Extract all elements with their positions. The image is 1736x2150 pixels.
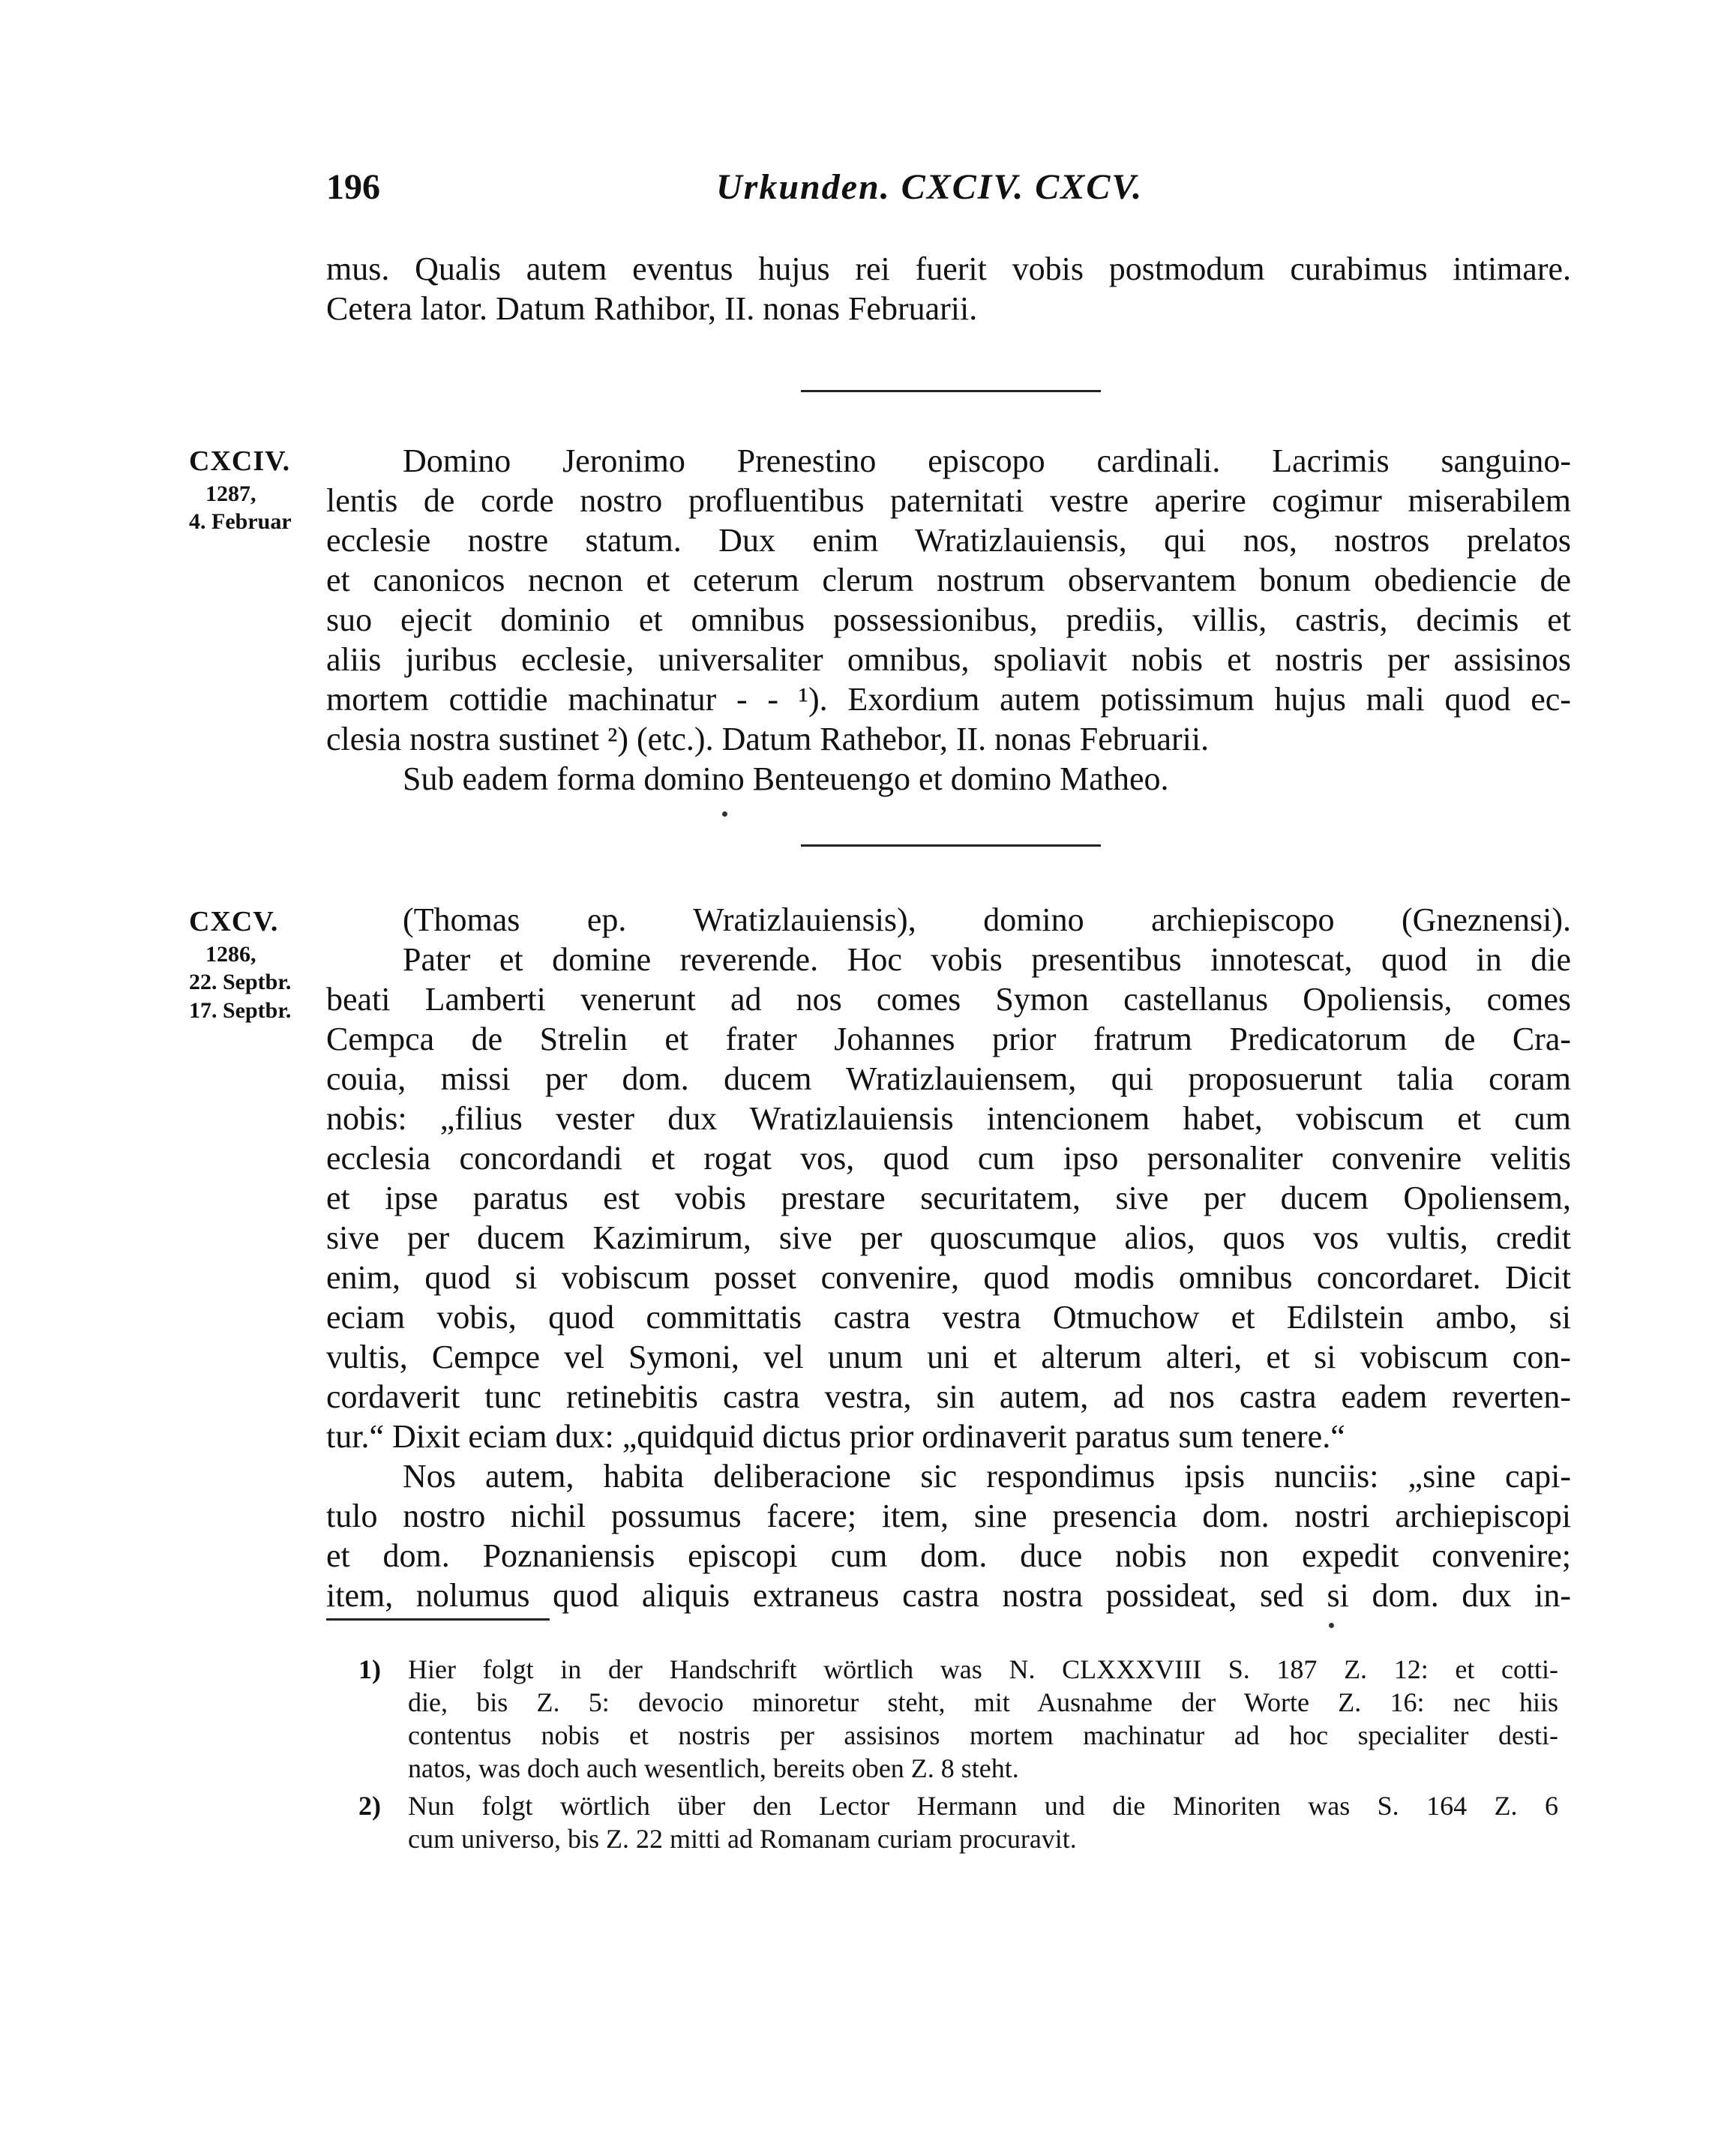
text-line: Domino Jeronimo Prenestino episcopo cardinali. Lacrimis sanguino- <box>403 442 1571 479</box>
text-line: sive per ducem Kazimirum, sive per quoscumque alios, quos vos vultis, credit <box>326 1219 1571 1256</box>
text-line: Cetera lator. Datum Rathibor, II. nonas Februarii. <box>326 290 978 327</box>
document-date-alt: 17. Septbr. <box>189 997 292 1023</box>
text-line: clesia nostra sustinet ²) (etc.). Datum Rathebor, II. nonas Februarii. <box>326 721 1210 757</box>
footnote-line: die, bis Z. 5: devocio minoretur steht, mit Ausnahme der Worte Z. 16: nec hiis <box>408 1687 1558 1717</box>
footnote-mark: 1) <box>358 1654 381 1684</box>
text-line: et ipse paratus est vobis prestare securitatem, sive per ducem Opoliensem, <box>326 1180 1571 1216</box>
text-line: eciam vobis, quod committatis castra vestra Otmuchow et Edilstein ambo, si <box>326 1299 1571 1336</box>
text-line: suo ejecit dominio et omnibus possessionibus, prediis, villis, castris, decimis et <box>326 601 1571 638</box>
document-date: 22. Septbr. <box>189 970 292 994</box>
text-line: beati Lamberti venerunt ad nos comes Symon castellanus Opoliensis, comes <box>326 981 1571 1018</box>
print-speck <box>1329 1623 1334 1628</box>
text-line: nobis: „filius vester dux Wratizlauiensis intencionem habet, vobiscum et cum <box>326 1100 1571 1137</box>
running-title: Urkunden. CXCIV. CXCV. <box>716 167 1144 207</box>
document-number: CXCV. <box>189 906 279 937</box>
text-line: Sub eadem forma domino Benteuengo et domino Matheo. <box>403 760 1169 797</box>
text-line: cordaverit tunc retinebitis castra vestra, sin autem, ad nos castra eadem reverten- <box>326 1378 1571 1415</box>
section-divider <box>801 844 1101 847</box>
footnote-line: natos, was doch auch wesentlich, bereits oben Z. 8 steht. <box>408 1753 1019 1783</box>
section-divider <box>801 390 1101 392</box>
text-line: enim, quod si vobiscum posset convenire, quod modis omnibus concordaret. Dicit <box>326 1259 1571 1296</box>
text-line: Nos autem, habita deliberacione sic respondimus ipsis nunciis: „sine capi- <box>403 1458 1571 1495</box>
document-number: CXCIV. <box>189 445 291 477</box>
text-line: ecclesie nostre statum. Dux enim Wratizlauiensis, qui nos, nostros prelatos <box>326 522 1571 559</box>
page-header <box>326 166 1564 211</box>
footnote-line: cum universo, bis Z. 22 mitti ad Romanam curiam procuravit. <box>408 1824 1077 1854</box>
footnote-2 <box>358 1789 1558 1855</box>
footnote-1 <box>358 1653 1558 1785</box>
text-line: item, nolumus quod aliquis extraneus castra nostra possideat, sed si dom. dux in- <box>326 1577 1571 1614</box>
text-line: ecclesia concordandi et rogat vos, quod cum ipso personaliter convenire velitis <box>326 1140 1571 1177</box>
document-year: 1286, <box>205 941 256 967</box>
footnote-line: Hier folgt in der Handschrift wörtlich was N. CLXXXVIII S. 187 Z. 12: et cotti- <box>408 1654 1558 1684</box>
footnote-mark: 2) <box>358 1791 381 1821</box>
text-line: mortem cottidie machinatur - - ¹). Exordium autem potissimum hujus mali quod ec- <box>326 681 1571 718</box>
footnotes <box>358 1653 1558 1860</box>
print-speck <box>722 811 727 817</box>
text-line: lentis de corde nostro profluentibus paternitati vestre aperire cogimur miserabilem <box>326 482 1571 519</box>
text-line: vultis, Cempce vel Symoni, vel unum uni et alterum alteri, et si vobiscum con- <box>326 1339 1571 1375</box>
text-line: tur.“ Dixit eciam dux: „quidquid dictus prior ordinaverit paratus sum tenere.“ <box>326 1418 1345 1455</box>
text-line: Pater et domine reverende. Hoc vobis presentibus innotescat, quod in die <box>403 941 1571 978</box>
document-date: 4. Februar <box>189 509 292 534</box>
document-cxciv-text <box>326 441 1571 799</box>
text-line: et dom. Poznaniensis episcopi cum dom. duce nobis non expedit convenire; <box>326 1537 1571 1574</box>
text-line: Cempca de Strelin et frater Johannes prior fratrum Predicatorum de Cra- <box>326 1021 1571 1057</box>
margin-note-cxcv <box>189 904 291 1024</box>
margin-note-cxciv <box>189 444 292 536</box>
document-year: 1287, <box>205 481 256 506</box>
footnote-line: contentus nobis et nostris per assisinos mortem machinatur ad hoc specialiter desti- <box>408 1720 1558 1750</box>
text-line: (Thomas ep. Wratizlauiensis), domino archiepiscopo (Gneznensi). <box>403 901 1571 938</box>
text-line: mus. Qualis autem eventus hujus rei fuerit vobis postmodum curabimus intimare. <box>326 250 1571 287</box>
footnote-line: Nun folgt wörtlich über den Lector Hermann und die Minoriten was S. 164 Z. 6 <box>408 1791 1558 1821</box>
text-line: aliis juribus ecclesie, universaliter omnibus, spoliavit nobis et nostris per assisinos <box>326 641 1571 678</box>
text-line: et canonicos necnon et ceterum clerum nostrum observantem bonum obediencie de <box>326 562 1571 598</box>
preceding-text <box>326 249 1571 328</box>
footnote-separator <box>326 1618 550 1621</box>
document-cxcv-text <box>326 900 1571 1615</box>
page-number: 196 <box>326 167 380 207</box>
text-line: couia, missi per dom. ducem Wratizlauiensem, qui proposuerunt talia coram <box>326 1060 1571 1097</box>
text-line: tulo nostro nichil possumus facere; item, sine presencia dom. nostri archiepiscopi <box>326 1498 1571 1534</box>
